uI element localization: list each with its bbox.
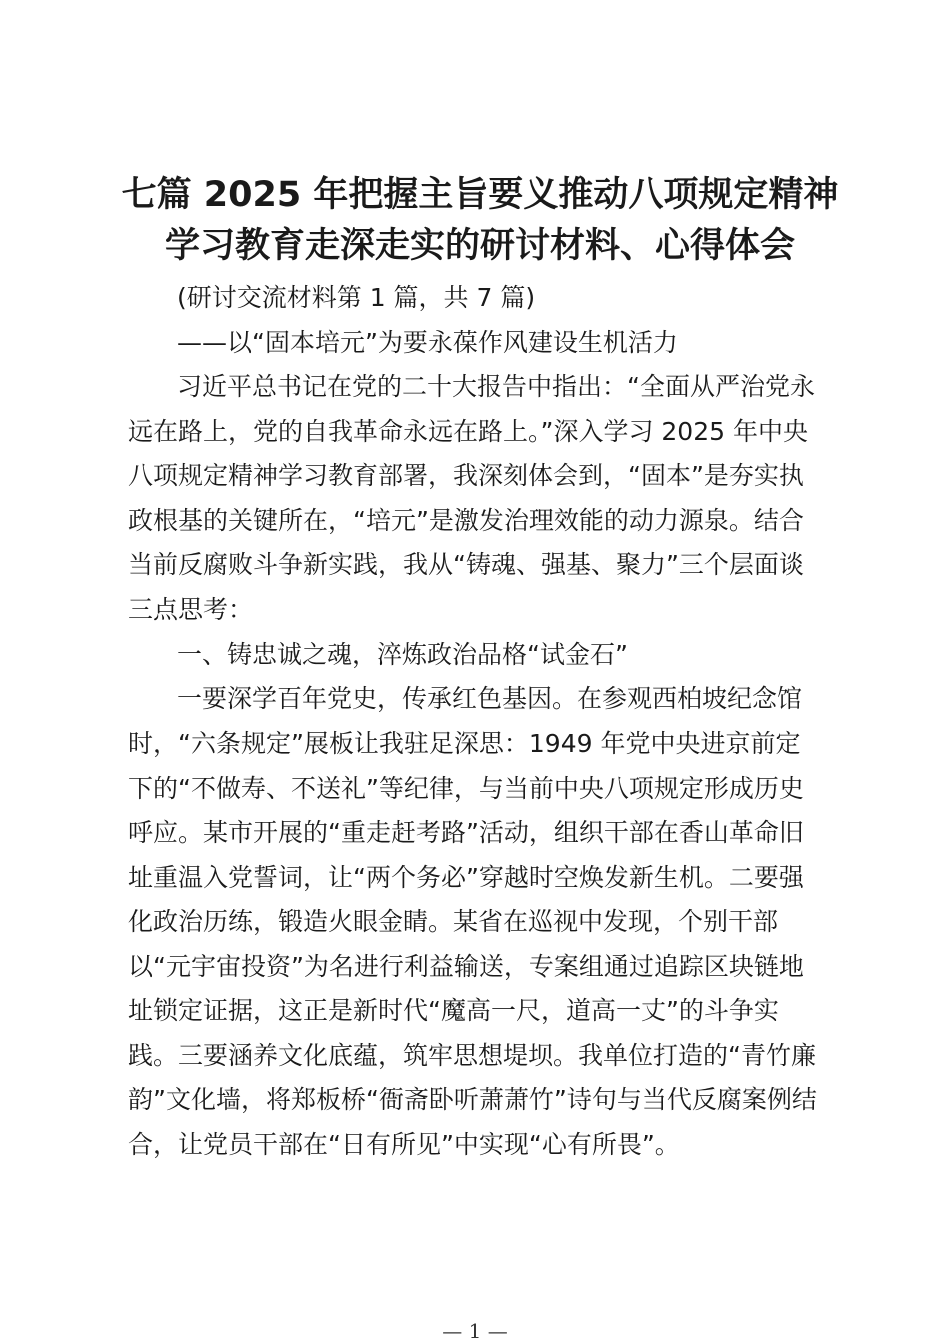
paragraph-line: 当前反腐败斗争新实践，我从“铸魂、强基、聚力”三个层面谈	[128, 550, 804, 579]
paragraph-line: 习近平总书记在党的二十大报告中指出：“全面从严治党永	[177, 372, 815, 401]
paragraph-line: 远在路上，党的自我革命永远在路上。”深入学习 2025 年中央	[128, 417, 808, 446]
paragraph-line: 合，让党员干部在“日有所见”中实现“心有所畏”。	[128, 1130, 680, 1159]
paragraph-line: 三点思考：	[128, 595, 254, 624]
paragraph-line: 下的“不做寿、不送礼”等纪律，与当前中央八项规定形成历史	[128, 774, 804, 803]
paragraph-line: 践。三要涵养文化底蕴，筑牢思想堤坝。我单位打造的“青竹廉	[128, 1041, 816, 1070]
paragraph-line: 一要深学百年党史，传承红色基因。在参观西柏坡纪念馆	[177, 684, 803, 713]
paragraph-line: 以“元宇宙投资”为名进行利益输送，专案组通过追踪区块链地	[128, 952, 804, 981]
page-number: — 1 —	[442, 1319, 508, 1343]
paragraph-line: 址锁定证据，这正是新时代“魔高一尺，道高一丈”的斗争实	[128, 996, 779, 1025]
document-subtitle: (研讨交流材料第 1 篇，共 7 篇)	[177, 283, 536, 312]
document-title-line-2: 学习教育走深走实的研讨材料、心得体会	[164, 226, 795, 266]
document-tagline: ——以“固本培元”为要永葆作风建设生机活力	[177, 328, 678, 357]
paragraph-line: 时，“六条规定”展板让我驻足深思：1949 年党中央进京前定	[128, 729, 801, 758]
paragraph-line: 政根基的关键所在，“培元”是激发治理效能的动力源泉。结合	[128, 506, 804, 535]
paragraph-line: 韵”文化墙，将郑板桥“衙斋卧听萧萧竹”诗句与当代反腐案例结	[128, 1085, 817, 1114]
section-heading: 一、铸忠诚之魂，淬炼政治品格“试金石”	[177, 640, 628, 669]
paragraph-line: 呼应。某市开展的“重走赶考路”活动，组织干部在香山革命旧	[128, 818, 804, 847]
paragraph-line: 址重温入党誓词，让“两个务必”穿越时空焕发新生机。二要强	[128, 863, 804, 892]
paragraph-line: 化政治历练，锻造火眼金睛。某省在巡视中发现，个别干部	[128, 907, 779, 936]
document-title-line-1: 七篇 2025 年把握主旨要义推动八项规定精神	[121, 175, 839, 215]
paragraph-line: 八项规定精神学习教育部署，我深刻体会到，“固本”是夯实执	[128, 461, 804, 490]
